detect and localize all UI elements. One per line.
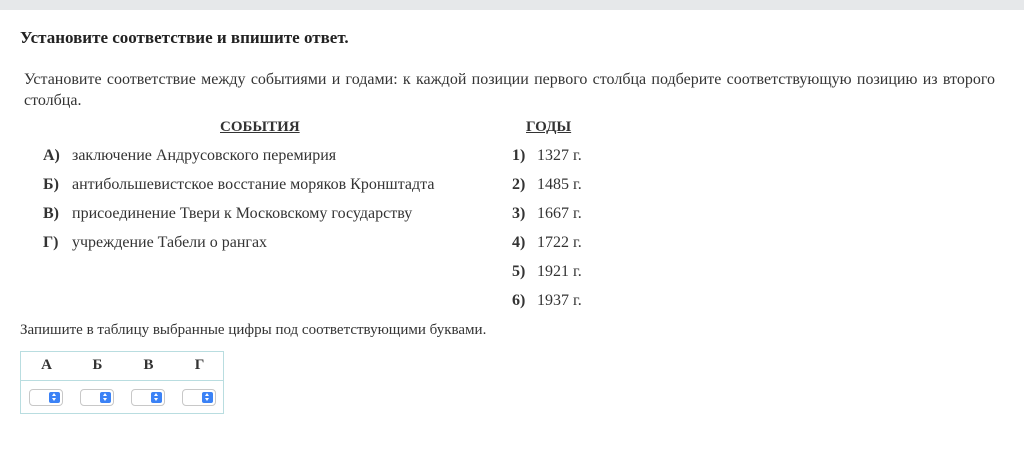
year-label: 3) — [512, 205, 526, 222]
event-label: Г) — [43, 234, 59, 251]
year-text: 1937 г. — [537, 292, 582, 309]
event-label: Б) — [43, 176, 59, 193]
year-text: 1921 г. — [537, 263, 582, 280]
event-item-a — [43, 145, 336, 167]
year-label: 4) — [512, 234, 526, 251]
select-chevron-icon — [100, 392, 111, 403]
top-bar — [0, 0, 1024, 10]
answer-select-g[interactable] — [182, 389, 216, 406]
year-label: 5) — [512, 263, 526, 280]
year-text: 1667 г. — [537, 205, 582, 222]
year-text: 1485 г. — [537, 176, 582, 193]
year-item-6 — [512, 290, 582, 312]
answer-select-b[interactable] — [80, 389, 114, 406]
event-label: В) — [43, 205, 59, 222]
year-item-5 — [512, 261, 582, 283]
year-item-3 — [512, 203, 582, 225]
year-label: 2) — [512, 176, 526, 193]
event-text: антибольшевистское восстание моряков Кронштадта — [72, 176, 435, 193]
events-column-header: СОБЫТИЯ — [220, 119, 300, 135]
answer-instruction: Запишите в таблицу выбранные цифры под соответствующими буквами. — [20, 322, 487, 338]
answer-header-b: Б — [92, 357, 103, 373]
answer-select-a[interactable] — [29, 389, 63, 406]
answer-header-v: В — [143, 357, 154, 373]
year-text: 1722 г. — [537, 234, 582, 251]
year-item-4 — [512, 232, 582, 254]
event-item-b — [43, 174, 434, 196]
event-text: учреждение Табели о рангах — [72, 234, 268, 251]
select-chevron-icon — [151, 392, 162, 403]
event-item-g — [43, 232, 267, 254]
event-label: А) — [43, 147, 60, 164]
event-text: заключение Андрусовского перемирия — [72, 147, 337, 164]
select-chevron-icon — [202, 392, 213, 403]
year-label: 1) — [512, 147, 526, 164]
answer-select-v[interactable] — [131, 389, 165, 406]
answer-header-a: А — [41, 357, 52, 373]
year-item-2 — [512, 174, 582, 196]
task-heading: Установите соответствие и впишите ответ. — [20, 28, 349, 47]
answer-header-g: Г — [194, 357, 205, 373]
select-chevron-icon — [49, 392, 60, 403]
event-text: присоединение Твери к Московскому государству — [72, 205, 413, 222]
year-label: 6) — [512, 292, 526, 309]
event-item-v — [43, 203, 412, 225]
years-column-header: ГОДЫ — [526, 119, 572, 135]
year-item-1 — [512, 145, 582, 167]
answer-table — [20, 351, 224, 414]
year-text: 1327 г. — [537, 147, 582, 164]
answer-table-header-row — [21, 352, 223, 381]
task-text: Установите соответствие между событиями и годами: к каждой позиции первого столбца подберите соответствующую позицию из второго столбца. — [24, 71, 995, 109]
